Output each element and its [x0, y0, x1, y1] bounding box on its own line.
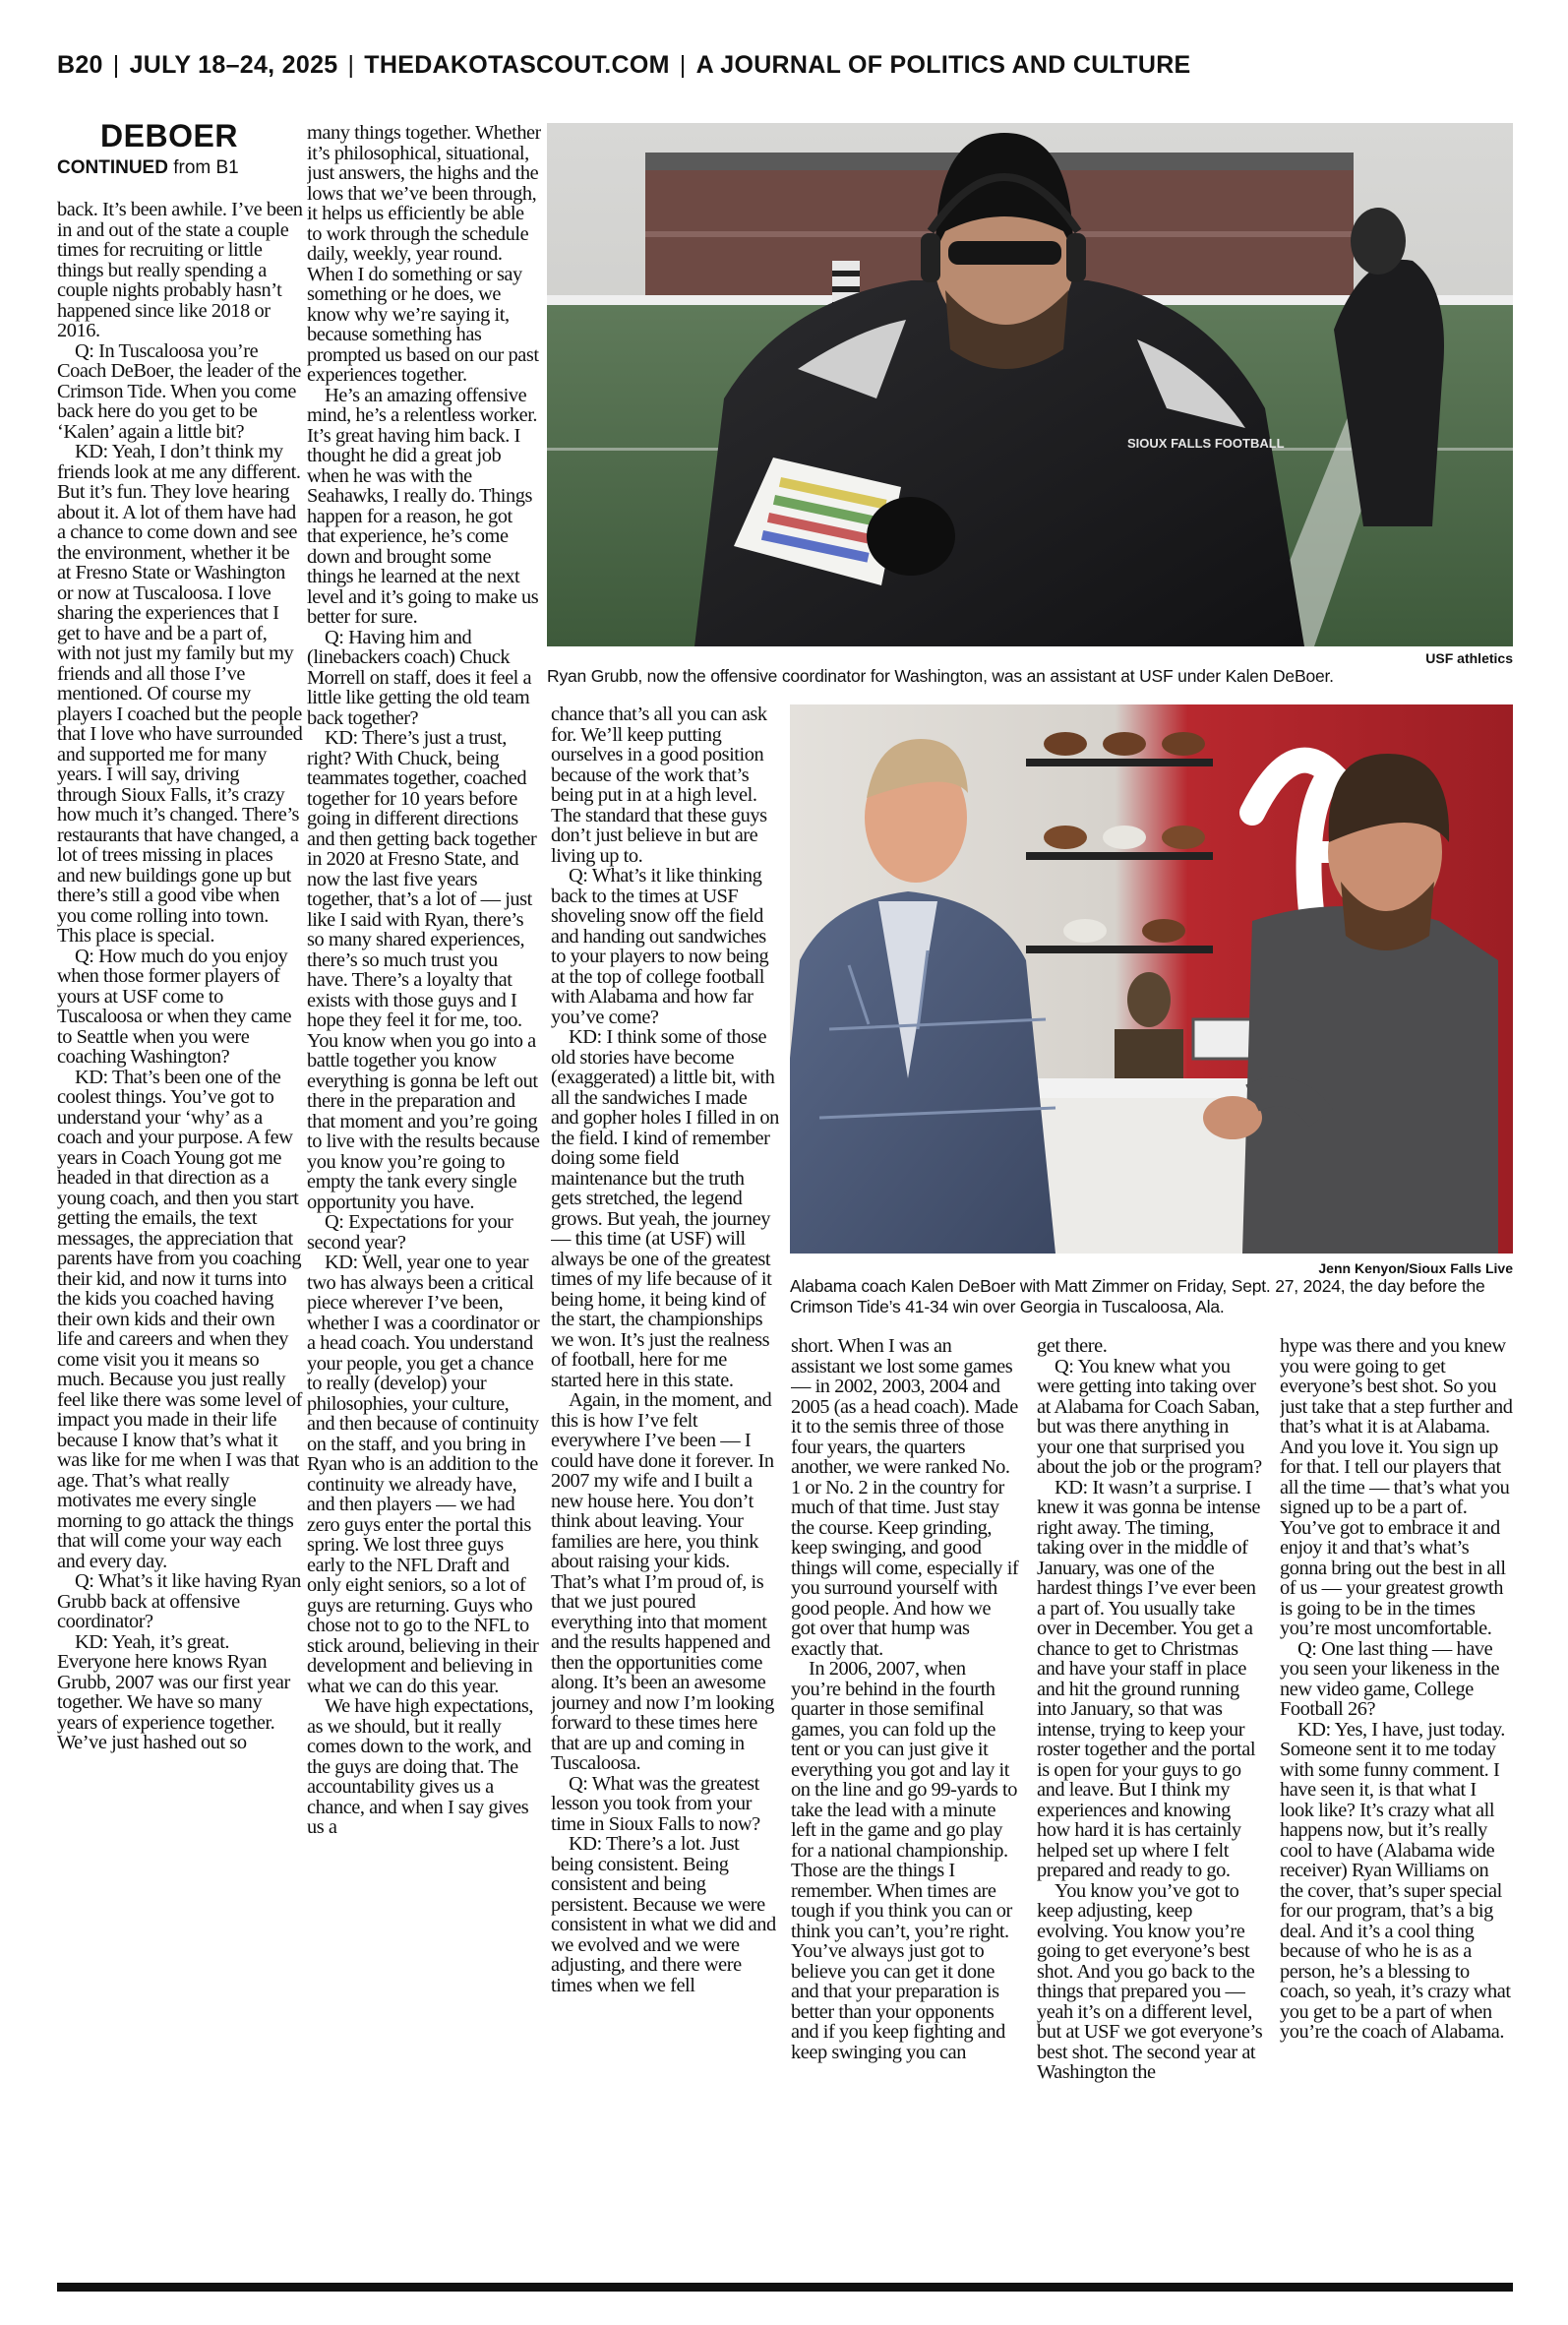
article-paragraph: We have high expectations, as we should, but it really comes down to the work, and the guys are doing that. The accountability gives us a chance, and when I say gives us a — [307, 1695, 534, 1838]
article-paragraph: many things together. Whether it’s philosophical, situational, just answers, the highs and the lows that we’ve been through, it helps us efficiently be able to work through the schedule daily, weekly, year round. When I do something or say something or he does, we know why we’re saying it, because something has prompted us based on our past experiences together. — [307, 123, 541, 386]
article-column-6 — [1280, 1336, 1513, 2283]
jump-headline: DEBOER — [100, 118, 238, 153]
article-paragraph: get there. — [1037, 1336, 1108, 1357]
page-folio — [57, 51, 1513, 83]
article-paragraph: KD: It wasn’t a surprise. I knew it was gonna be intense right away. The timing, taking over in the middle of January, was one of the hardest things I’ve ever been a part of. You usually take over in December. You get a chance to get to Christmas and have your staff in place and hit the ground running into January, so that was intense, trying to keep your roster together and the portal is open for your guys to go and leave. But I think my experiences and knowing how hard it is has certainly helped set up where I felt prepared and ready to go. — [1037, 1476, 1260, 1881]
article-paragraph: KD: Yeah, I don’t think my friends look at me any different. But it’s fun. They love hearing about it. A lot of them have had a chance to come down and see the environment, whether it be at Fresno State or Washington or now at Tuscaloosa. I love sharing the experiences that I get to have and be a part of, with not just my family but my friends and all those I’ve mentioned. Of course my players I coached but the people that I love who have surrounded and supported me for many years. I will say, driving through Sioux Falls, it’s crazy how much it’s changed. There’s restaurants that have changed, a lot of trees missing in places and new buildings gone up but there’s still a good vibe when you come rolling into town. This place is special. — [57, 441, 303, 947]
folio-separator: | — [112, 51, 120, 79]
article-paragraph: Q: What’s it like having Ryan Grubb back at offensive coordinator? — [57, 1570, 301, 1632]
article-paragraph: Q: You knew what you were getting into taking over at Alabama for Coach Saban, but was there anything in your one that surprised you about the job or the program? — [1037, 1355, 1262, 1478]
article-paragraph: hype was there and you knew you were going to get everyone’s best shot. So you just take that a step further and that’s what it is at Alabama. And you love it. You sign up for that. I tell our players that all the time — that’s what you signed up to be a part of. You’ve got to embrace it and enjoy it and that’s what’s gonna bring out the best in all of us — your greatest growth is going to be in the times you’re most uncomfortable. — [1280, 1336, 1513, 1639]
article-paragraph: Again, in the moment, and this is how I’ve felt everywhere I’ve been — I could have done it forever. In 2007 my wife and I built a new house here. You don’t think about leaving. Your families are here, you think about raising your kids. That’s what I’m proud of, is that we just poured everything into that moment and the results happened and then the opportunities come along. It’s been an awesome journey and now I’m looking forward to these times here that are up and coming in Tuscaloosa. — [551, 1389, 774, 1774]
folio-separator: | — [347, 51, 355, 79]
article-paragraph: Q: Expectations for your second year? — [307, 1211, 513, 1254]
article-column-5 — [1037, 1336, 1263, 2283]
article-paragraph: Q: What was the greatest lesson you took from your time in Sioux Falls to now? — [551, 1772, 760, 1835]
article-paragraph: KD: There’s a lot. Just being consistent. Being consistent and being persistent. Because we were consistent in what we did and we evolved and we were adjusting, and there were times when we fell — [551, 1833, 776, 1996]
article-paragraph: Q: One last thing — have you seen your likeness in the new video game, College Football 26? — [1280, 1637, 1500, 1720]
photo-credit-middle: Jenn Kenyon/Sioux Falls Live — [1318, 1260, 1513, 1276]
article-paragraph: He’s an amazing offensive mind, he’s a relentless worker. It’s great having him back. I thought he did a great job when he was with the Seahawks, I really do. Things happen for a reason, he got that experience, he’s come down and brought some things he learned at the next level and it’s going to make us better for sure. — [307, 384, 539, 628]
article-paragraph: KD: That’s been one of the coolest things. You’ve got to understand your ‘why’ as a coach and your purpose. A few years in Coach Young got me headed in that direction as a young coach, and then you start getting the emails, the text messages, the appreciation that parents have from you coaching their kid, and now it turns into the kids you coached having their own kids and their own life and careers and when they come visit you it means so much. Because you just really feel like there was some level of impact you made in their life because I know that’s what it was like for me when I was that age. That’s what really motivates me every single morning to go attack the things that will come your way each and every day. — [57, 1066, 302, 1572]
article-paragraph: Q: In Tuscaloosa you’re Coach DeBoer, the leader of the Crimson Tide. When you come back here do you get to be ‘Kalen’ again a little bit? — [57, 339, 301, 443]
article-column-4 — [791, 1336, 1019, 2283]
article-column-2 — [307, 123, 541, 2283]
article-paragraph: KD: I think some of those old stories have become (exaggerated) a little bit, with all the sandwiches I made and gopher holes I filled in on the field. I kind of remember doing some field maintenance but the truth gets stretched, the legend grows. But yeah, the journey — this time (at USF) will always be one of the greatest times of my life because of it being home, it being kind of the start, the championships we won. It’s just the realness of football, here for me started here in this state. — [551, 1026, 779, 1391]
photo-caption-middle: Alabama coach Kalen DeBoer with Matt Zimmer on Friday, Sept. 27, 2024, the day before the Crimson Tide’s 41-34 win over Georgia in Tuscaloosa, Ala. — [790, 1276, 1485, 1316]
photo-deboer-zimmer-image — [790, 704, 1513, 1254]
article-paragraph: In 2006, 2007, when you’re behind in the fourth quarter in those semifinal games, you can fold up the tent or you can just give it everything you got and lay it on the line and go 99-yards to take the lead with a minute left in the game and go play for a national championship. Those are the things I remember. When times are tough if you think you can or think you can’t, you’re right. You’ve always just got to believe you can get it done and that your preparation is better than your opponents and if you keep fighting and keep swinging you can — [791, 1658, 1018, 2063]
page-number: B20 — [57, 51, 103, 79]
article-paragraph: KD: Yeah, it’s great. Everyone here knows Ryan Grubb, 2007 was our first year together. We have so many years of experience together. We’ve just hashed out so — [57, 1630, 290, 1753]
photo-deboer-zimmer — [790, 704, 1513, 1254]
article-paragraph: KD: There’s just a trust, right? With Chuck, being teammates together, coached together for 10 years before going in different directions and then getting back together in 2020 at Fresno State, and now the last five years together, that’s a lot of — just like I said with Ryan, there’s so many shared experiences, there’s so much trust you have. There’s a loyalty that exists with those guys and I hope they feel it for me, too. You know when you go into a battle together you know everything is gonna be left out there in the preparation and that moment and you’re going to live with the results because you know you’re going to empty the tank every single opportunity you have. — [307, 727, 540, 1213]
folio-separator: | — [679, 51, 687, 79]
article-paragraph: You know you’ve got to keep adjusting, keep evolving. You know you’re going to get everyone’s best shot. And you go back to the things that prepared you — yeah it’s on a different level, but at USF we got everyone’s best shot. The second year at Washington the — [1037, 1879, 1263, 2083]
article-paragraph: Q: What’s it like thinking back to the times at USF shoveling snow off the field and handing out sandwiches to your players to now being at the top of college football with Alabama and how far you’ve come? — [551, 865, 769, 1028]
article-column-1 — [57, 200, 303, 2281]
article-paragraph: chance that’s all you can ask for. We’ll keep putting ourselves in a good position because of the work that’s being put in at a high level. The standard that these guys don’t just believe in but are living up to. — [551, 704, 767, 867]
photo-caption-top: Ryan Grubb, now the offensive coordinator for Washington, was an assistant at USF under Kalen DeBoer. — [547, 666, 1334, 686]
continued-label: CONTINUED — [57, 157, 168, 178]
jacket-logo-text: SIOUX FALLS FOOTBALL — [1127, 436, 1285, 451]
photo-ryan-grubb-image — [547, 123, 1513, 646]
article-column-3 — [551, 704, 779, 2283]
photo-credit-top: USF athletics — [1425, 650, 1513, 666]
tagline: A JOURNAL OF POLITICS AND CULTURE — [695, 51, 1191, 79]
continued-from: from B1 — [173, 157, 239, 178]
article-paragraph: short. When I was an assistant we lost some games — in 2002, 2003, 2004 and 2005 (as a head coach). Made it to the semis three of those four years, the quarters another, we were ranked No. 1 or No. 2 in the country for much of that time. Just stay the course. Keep grinding, keep swinging, and good things will come, especially if you surround yourself with good people. And how we got over that hump was exactly that. — [791, 1336, 1019, 1660]
site-name: THEDAKOTASCOUT.COM — [364, 51, 670, 79]
article-paragraph: back. It’s been awhile. I’ve been in and out of the state a couple times for recruiting or little things but really spending a couple nights probably hasn’t happened since like 2018 or 2016. — [57, 200, 303, 341]
article-paragraph: KD: Yes, I have, just today. Someone sent it to me today with some funny comment. I have seen it, is that what I look like? It’s crazy what all happens now, but it’s really cool to have (Alabama wide receiver) Ryan Williams on the cover, that’s super special for our program, that’s a big deal. And it’s a cool thing because of who he is as a person, he’s a blessing to coach, so yeah, it’s crazy what you get to be a part of when you’re the coach of Alabama. — [1280, 1718, 1511, 2043]
continued-line — [57, 157, 303, 179]
article-paragraph: KD: Well, year one to year two has always been a critical piece wherever I’ve been, whether I was a coordinator or a head coach. You understand your people, you get a chance to really (develop) your philosophies, your culture, and then because of continuity on the staff, and you bring in Ryan who is an addition to the continuity we already have, and then players — we had zero guys enter the portal this spring. We lost three guys early to the NFL Draft and only eight seniors, so a lot of guys are returning. Guys who chose not to go to the NFL to stick around, believing in their development and believing in what we can do this year. — [307, 1252, 540, 1697]
article-paragraph: Q: How much do you enjoy when those former players of yours at USF come to Tuscaloosa or when they came to Seattle when you were coaching Washington? — [57, 945, 292, 1068]
bottom-rule — [57, 2283, 1513, 2292]
article-paragraph: Q: Having him and (linebackers coach) Chuck Morrell on staff, does it feel a little like getting the old team back together? — [307, 626, 532, 729]
photo-ryan-grubb — [547, 123, 1513, 646]
issue-date: JULY 18–24, 2025 — [129, 51, 338, 79]
